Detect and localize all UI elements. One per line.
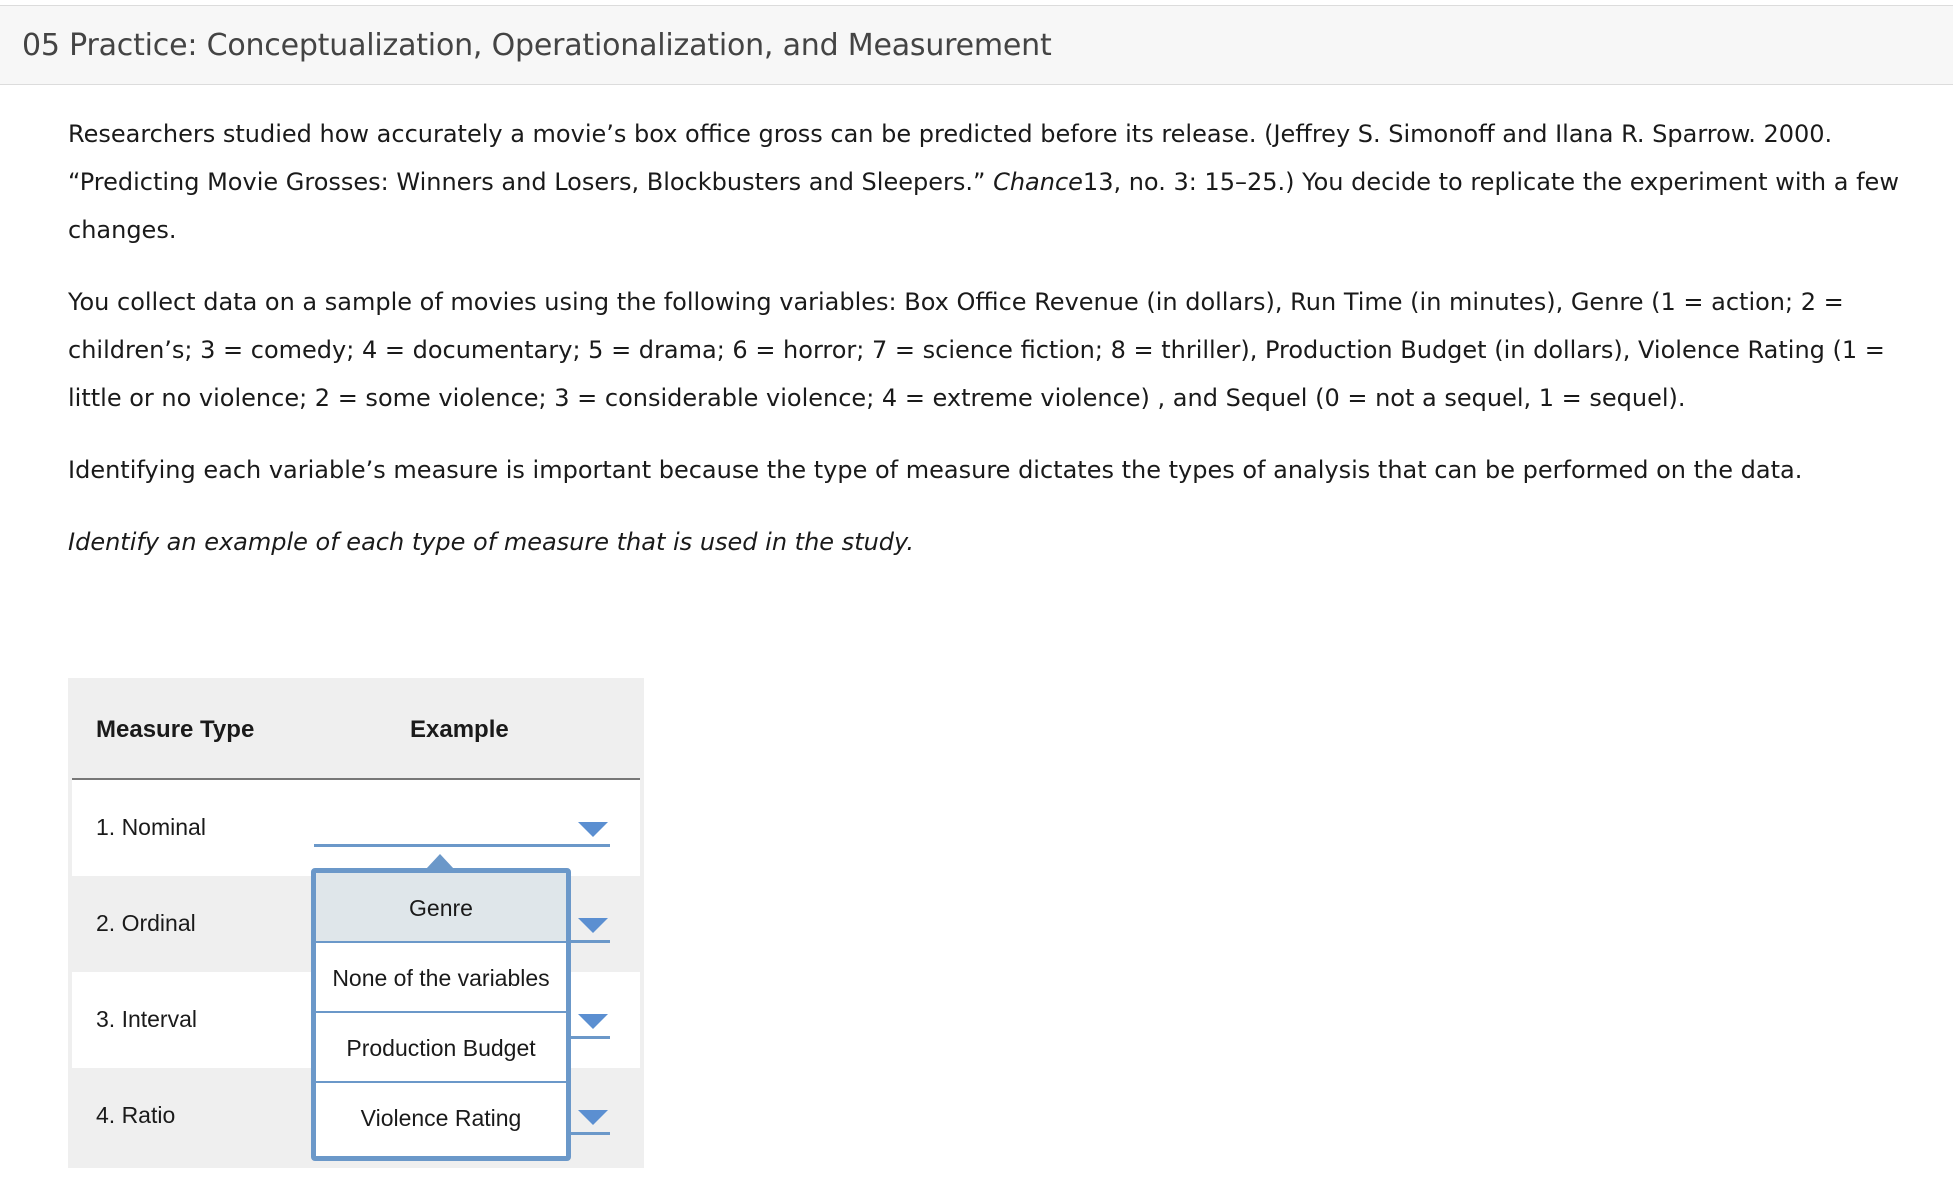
- question-body: [68, 110, 1908, 590]
- measure-importance-paragraph: Identifying each variable’s measure is important because the type of measure dictates the types of analysis that can be performed on the data.: [68, 456, 1803, 484]
- dropdown-arrow-icon[interactable]: [578, 1014, 608, 1029]
- column-header-measure-type: Measure Type: [96, 716, 255, 743]
- dropdown-option-none[interactable]: None of the variables: [316, 943, 566, 1013]
- journal-title: Chance: [993, 168, 1083, 196]
- variables-paragraph: You collect data on a sample of movies using the following variables: Box Office Revenue (in dollars), Run Time (in minutes), Genre (1 = action; 2 = children’s; 3 = comedy; 4 = documentary; 5 = drama; 6 = horror; 7 = science fiction; 8 = thriller), Production Budget (in dollars), Violence Rating (1 = little or no violence; 2 = some violence; 3 = considerable violence; 4 = extreme violence) , and Sequel (0 = not a sequel, 1 = sequel).: [68, 288, 1885, 412]
- row-label-nominal: 1. Nominal: [96, 814, 206, 840]
- dropdown-caret-icon: [426, 854, 454, 869]
- page-title: 05 Practice: Conceptualization, Operationalization, and Measurement: [22, 28, 1052, 63]
- intro-paragraph: [68, 110, 1908, 254]
- dropdown-option-genre[interactable]: Genre: [316, 873, 566, 943]
- intro-text-1: Researchers studied how accurately a movie’s box office gross can be predicted before its release. (Jeffrey S. Simonoff and Ilana R. Sparrow. 2000. “Predicting Movie Grosses: Winners and Losers, Blockbusters and Sleepers.”: [68, 120, 1833, 196]
- dropdown-arrow-icon[interactable]: [578, 918, 608, 933]
- dropdown-arrow-icon[interactable]: [578, 1110, 608, 1125]
- row-label-ordinal: 2. Ordinal: [96, 910, 196, 936]
- page-header: [0, 5, 1953, 85]
- intro-text-2: 13, no. 3: 15–25.) You decide to replicate the experiment with a few changes.: [68, 168, 1899, 244]
- select-underline: [314, 844, 610, 847]
- table-row-nominal: [72, 780, 640, 876]
- column-header-example: Example: [410, 716, 509, 743]
- dropdown-option-violence-rating[interactable]: Violence Rating: [360, 1105, 522, 1131]
- example-dropdown-menu[interactable]: [311, 868, 571, 1161]
- row-label-ratio: 4. Ratio: [96, 1102, 176, 1128]
- row-label-interval: 3. Interval: [96, 1006, 197, 1032]
- dropdown-arrow-icon[interactable]: [578, 822, 608, 837]
- instruction-text: Identify an example of each type of measure that is used in the study.: [68, 528, 915, 556]
- dropdown-option-production-budget[interactable]: Production Budget: [316, 1013, 566, 1083]
